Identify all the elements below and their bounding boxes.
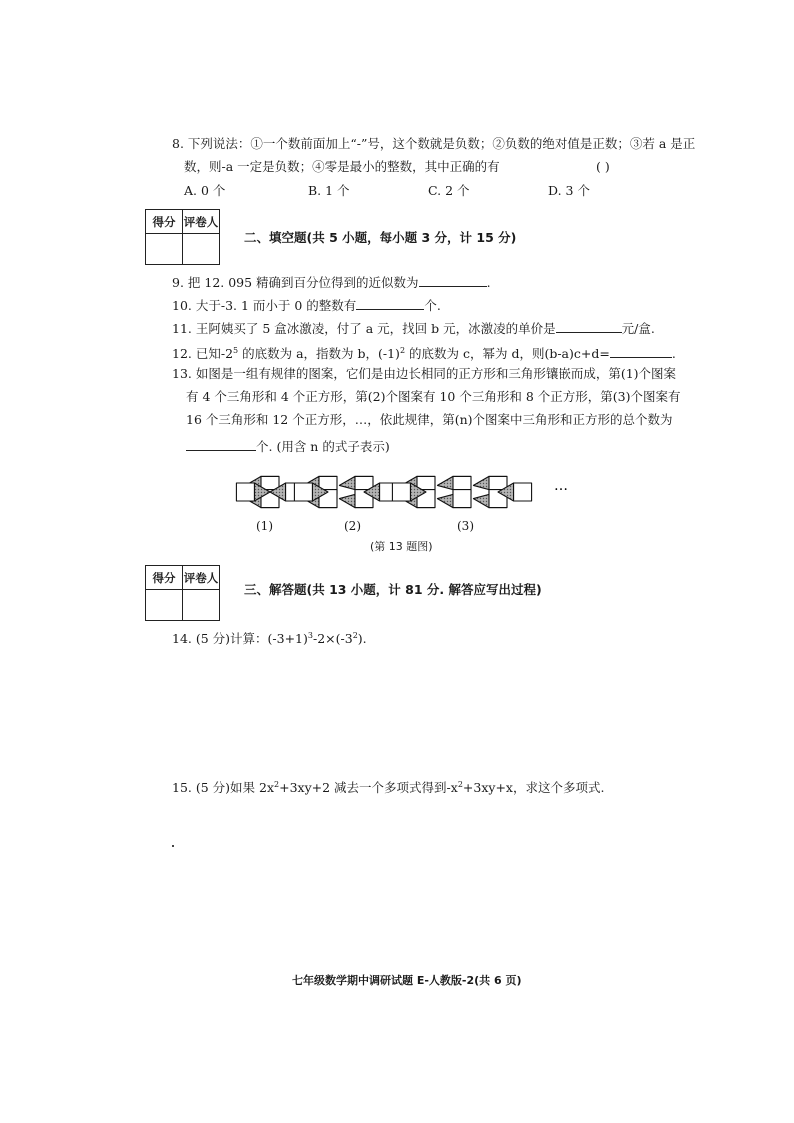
q13-line4-text: 个. (用含 n 的式子表示) [256,439,390,454]
q8-option-b: B. 1 个 [308,183,350,198]
q12-text-1: 12. 已知-2 [172,346,234,362]
q15-answer-area[interactable] [172,800,642,950]
q13-figure-label-1: (1) [256,519,273,533]
score-cell[interactable] [146,590,183,621]
q8-option-d: D. 3 个 [548,183,590,198]
q11-end: 元/盒. [621,321,655,336]
q13-figure-label-2: (2) [344,519,361,533]
pattern-square [514,483,532,501]
grader-header: 评卷人 [183,210,220,234]
q8-answer-paren: ( ) [596,159,610,174]
q13-figure-caption: (第 13 题图) [370,540,433,553]
pattern-square [453,490,471,508]
score-cell[interactable] [146,234,183,265]
score-box-section2 [145,209,220,265]
q15-text-2: +3xy+2 减去一个多项式得到-x [279,780,458,796]
q10 [172,295,441,316]
pattern-square [294,483,312,501]
q12-end: . [671,346,676,362]
q9-end: . [486,275,491,290]
grader-cell[interactable] [183,590,220,621]
q15-exponent-1: 2 [274,780,280,789]
q12-text-3: 的底数为 c，幂为 d，则(b-a)c+d= [405,346,610,362]
q12-exponent-1: 5 [233,346,239,355]
q8-line1: 8. 下列说法：①一个数前面加上“-”号，这个数就是负数；②负数的绝对值是正数；③若 a 是正 [172,136,696,151]
score-header: 得分 [146,566,183,590]
score-header: 得分 [146,210,183,234]
q14-text-3: ). [357,631,367,647]
q10-answer-blank[interactable] [356,295,424,310]
q11 [172,318,655,339]
q15-text-1: 15. (5 分)如果 2x [172,780,275,796]
page-footer: 七年级数学期中调研试题 E-人教版-2(共 6 页) [292,974,522,987]
q12-answer-blank[interactable] [610,343,672,358]
q11-text: 11. 王阿姨买了 5 盒冰激凌，付了 a 元，找回 b 元，冰激凌的单价是 [172,321,556,336]
q12 [172,341,676,364]
q15-exponent-2: 2 [457,780,463,789]
q14-text-2: -2×(-3 [312,631,353,647]
grader-cell[interactable] [183,234,220,265]
q13-line2: 有 4 个三角形和 4 个正方形，第(2)个图案有 10 个三角形和 8 个正方形，第(3)个图案有 [186,389,681,404]
q14-text-1: 14. (5 分)计算：(-3+1) [172,631,308,647]
section3-title: 三、解答题(共 13 小题，计 81 分. 解答应写出过程) [244,582,542,597]
q8-option-c: C. 2 个 [428,183,470,198]
pattern-square [236,483,254,501]
q8-option-a: A. 0 个 [184,183,226,198]
q13-line1: 13. 如图是一组有规律的图案，它们是由边长相同的正方形和三角形镶嵌而成，第(1)个图案 [172,366,677,381]
score-box-section3 [145,565,220,621]
q14-exponent-1: 3 [307,631,313,640]
section2-title: 二、填空题(共 5 小题，每小题 3 分，计 15 分) [244,230,517,245]
q10-end: 个. [424,298,441,313]
q14 [172,626,367,649]
q13-answer-blank[interactable] [186,436,256,451]
q13-line3: 16 个三角形和 12 个正方形，…，依此规律，第(n)个图案中三角形和正方形的总个数为 [186,412,673,427]
q13-line4 [186,436,390,457]
q13-figure-label-3: (3) [457,519,474,533]
pattern-square [392,483,410,501]
q9-answer-blank[interactable] [419,272,487,287]
grader-header: 评卷人 [183,566,220,590]
q10-text: 10. 大于-3. 1 而小于 0 的整数有 [172,298,357,313]
q11-answer-blank[interactable] [556,318,622,333]
q12-text-2: 的底数为 a，指数为 b，(-1) [238,346,400,362]
q14-exponent-2: 2 [352,631,358,640]
q15-text-3: +3xy+x，求这个多项式. [462,780,605,796]
q13-figure-ellipsis: … [554,478,568,494]
q8-line2: 数，则-a 一定是负数；④零是最小的整数，其中正确的有 [184,159,500,174]
q15 [172,775,604,798]
q12-exponent-2: 2 [399,346,406,355]
q14-answer-area[interactable] [172,650,642,760]
q9 [172,272,491,293]
stray-mark [172,845,174,847]
q9-text: 9. 把 12. 095 精确到百分位得到的近似数为 [172,275,419,290]
